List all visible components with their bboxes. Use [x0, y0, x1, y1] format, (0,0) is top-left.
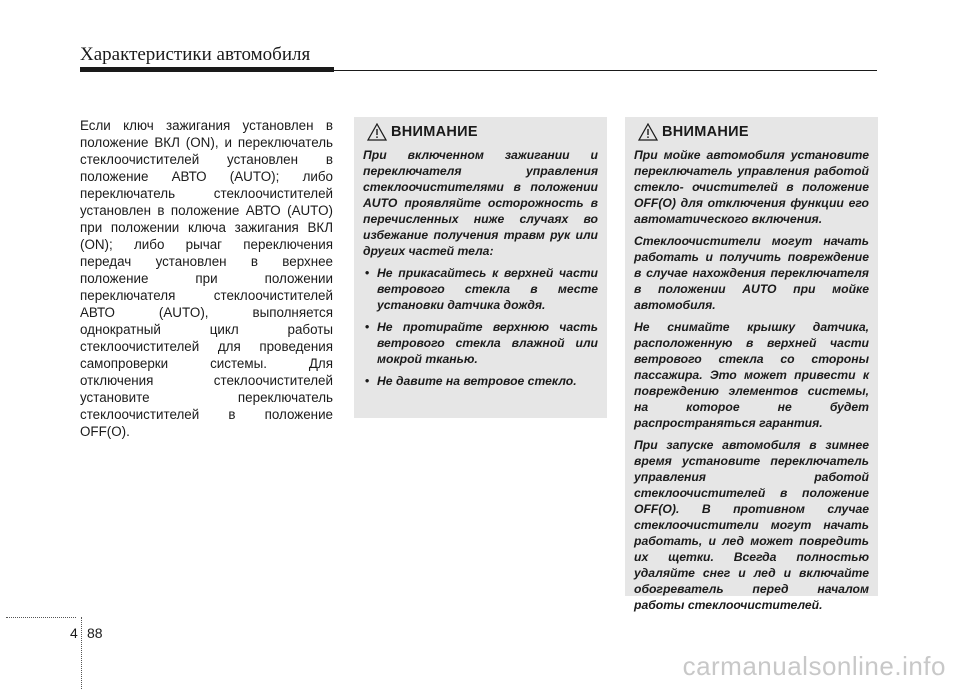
warning-paragraph: При запуске автомобиля в зимнее время установите переключатель управления работой стеклоочистителей в положение OFF(O). В противном случае стеклоочистители могут начать работать, и лед может повредить их щетки. Всегда полностью удаляйте снег и лед и включайте обогреватель перед началом работы стеклоочистителей.: [634, 438, 869, 612]
warning-triangle-icon: [367, 123, 387, 141]
warning-box-right: [625, 117, 878, 612]
warning-title: ВНИМАНИЕ: [391, 124, 478, 140]
body-paragraph: Если ключ зажигания установлен в положение ВКЛ (ON), и переключатель стеклоочистителей установлен в положение АВТО (AUTO); либо переключатель стеклоочистителей установлен в положение АВТО (AUTO) при положении ключа зажигания ВКЛ (ON); либо рычаг переключения передач установлен в верхнее положение при положении переключателя стеклоочистителей АВТО (AUTO), выполняется однократный цикл работы стеклоочистителей для проведения самопроверки системы. Для отключения стеклоочистителей установите переключатель стеклоочистителей в положение OFF(O).: [80, 118, 333, 439]
page-number: 88: [87, 625, 103, 641]
warning-header: [367, 123, 598, 141]
warning-box-left: [354, 117, 607, 418]
watermark: carmanualsonline.info: [682, 651, 946, 681]
warning-paragraph: При мойке автомобиля установите переключатель управления работой стекло- очистителей в положение OFF(O) для отключения функции его автоматического включения.: [634, 148, 869, 226]
section-title: Характеристики автомобиля: [80, 44, 311, 65]
header-bar: [80, 67, 334, 72]
warning-list-item: • Не прикасайтесь к верхней части ветрового стекла в месте установки датчика дождя.: [363, 265, 598, 313]
footer-divider: [81, 617, 82, 689]
warning-list-item: • Не давите на ветровое стекло.: [363, 373, 598, 389]
warning-paragraph: Не снимайте крышку датчика, расположенную в верхней части ветрового стекла со стороны пассажира. Это может привести к повреждению элементов системы, на которое не будет распространяться гарантия.: [634, 320, 869, 430]
warning-list-item: • Не протирайте верхнюю часть ветрового стекла влажной или мокрой тканью.: [363, 319, 598, 367]
warning-list: [363, 265, 598, 389]
footer-rule: [6, 617, 76, 618]
warning-intro: При включенном зажигании и переключателя управления стеклоочистителями в положении AUTO проявляйте осторожность в перечисленных ниже случаях во избежание получения травм рук или других частей тела:: [363, 148, 598, 258]
warning-paragraph: Стеклоочистители могут начать работать и получить повреждение в случае нахождения переключателя в положении AUTO при мойке автомобиля.: [634, 234, 869, 312]
chapter-number: 4: [70, 625, 78, 641]
header-rule: [334, 70, 877, 71]
warning-header: [638, 123, 869, 141]
warning-triangle-icon: [638, 123, 658, 141]
warning-title: ВНИМАНИЕ: [662, 124, 749, 140]
